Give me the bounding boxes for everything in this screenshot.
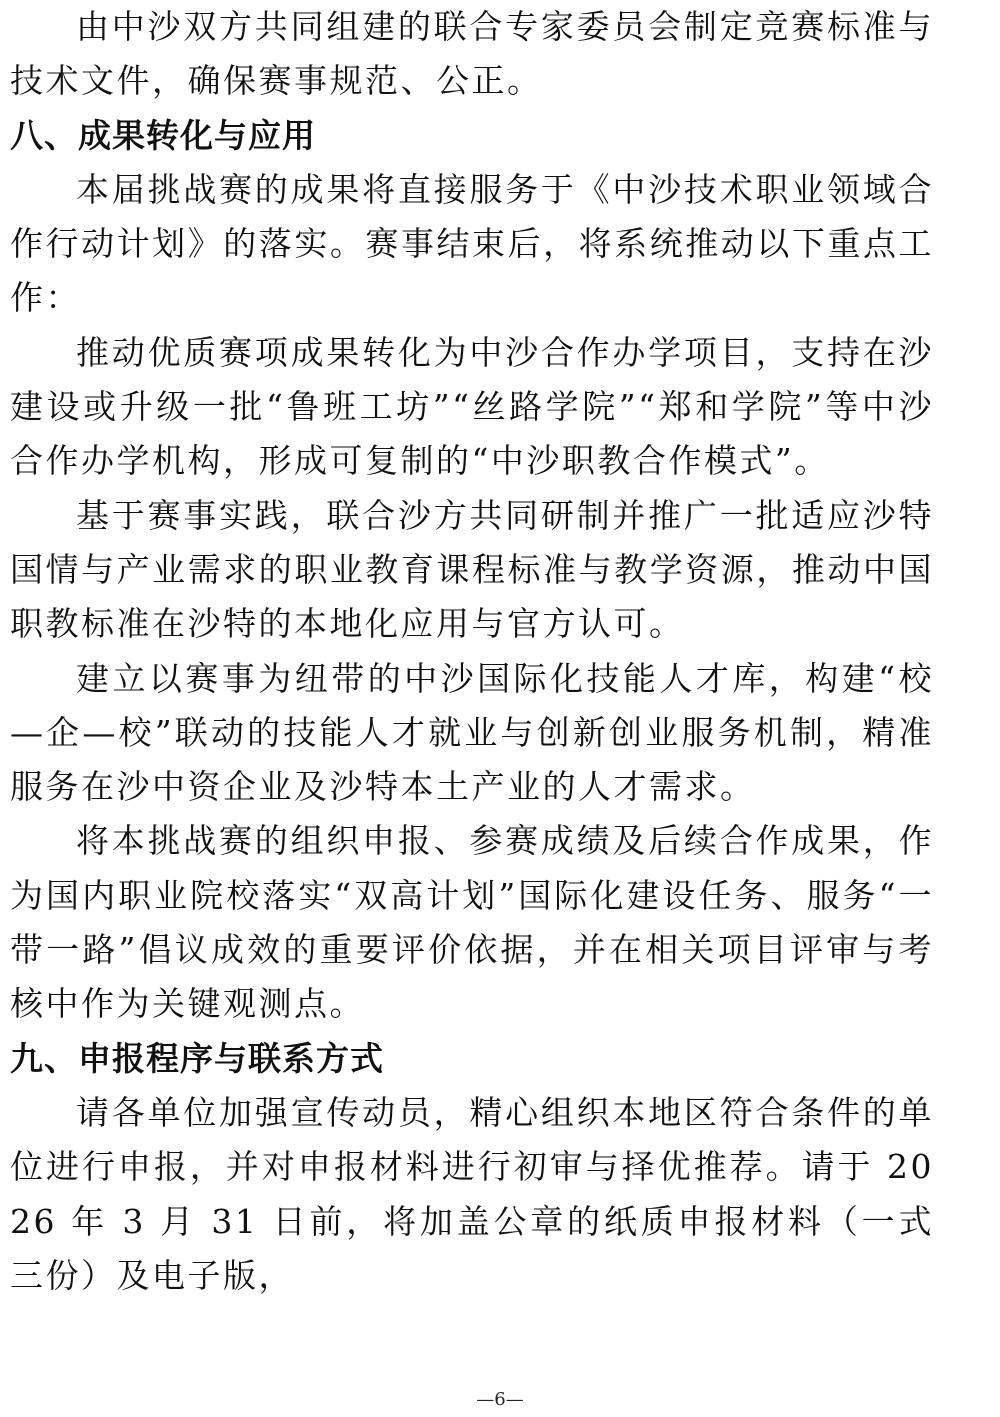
section-heading-8: 八、成果转化与应用 xyxy=(10,115,316,155)
paragraph-evaluation-basis: 将本挑战赛的组织申报、参赛成绩及后续合作成果，作为国内职业院校落实“双高计划”国际化建设任务、服务“一带一路”倡议成效的重要评价依据，并在相关项目评审与考核中作为关键观测点。 xyxy=(10,821,934,1024)
paragraph-application-procedure: 请各单位加强宣传动员，精心组织本地区符合条件的单位进行申报，并对申报材料进行初审与择优推荐。请于 2026 年 3 月 31 日前，将加盖公章的纸质申报材料（一式三份）及电子版， xyxy=(10,1092,934,1295)
page-number: —6— xyxy=(476,1389,524,1410)
paragraph-results-intro: 本届挑战赛的成果将直接服务于《中沙技术职业领域合作行动计划》的落实。赛事结束后，将系统推动以下重点工作： xyxy=(10,169,934,318)
section-heading-9: 九、申报程序与联系方式 xyxy=(10,1038,384,1078)
paragraph-cooperative-schools: 推动优质赛项成果转化为中沙合作办学项目，支持在沙建设或升级一批“鲁班工坊”“丝路学院”“郑和学院”等中沙合作办学机构，形成可复制的“中沙职教合作模式”。 xyxy=(10,332,934,481)
paragraph-curriculum-standards: 基于赛事实践，联合沙方共同研制并推广一批适应沙特国情与产业需求的职业教育课程标准与教学资源，推动中国职教标准在沙特的本地化应用与官方认可。 xyxy=(10,495,934,644)
paragraph-committee: 由中沙双方共同组建的联合专家委员会制定竞赛标准与技术文件，确保赛事规范、公正。 xyxy=(10,7,934,101)
document-page xyxy=(10,0,934,1303)
paragraph-talent-pool: 建立以赛事为纽带的中沙国际化技能人才库，构建“校—企—校”联动的技能人才就业与创新创业服务机制，精准服务在沙中资企业及沙特本土产业的人才需求。 xyxy=(10,658,934,807)
